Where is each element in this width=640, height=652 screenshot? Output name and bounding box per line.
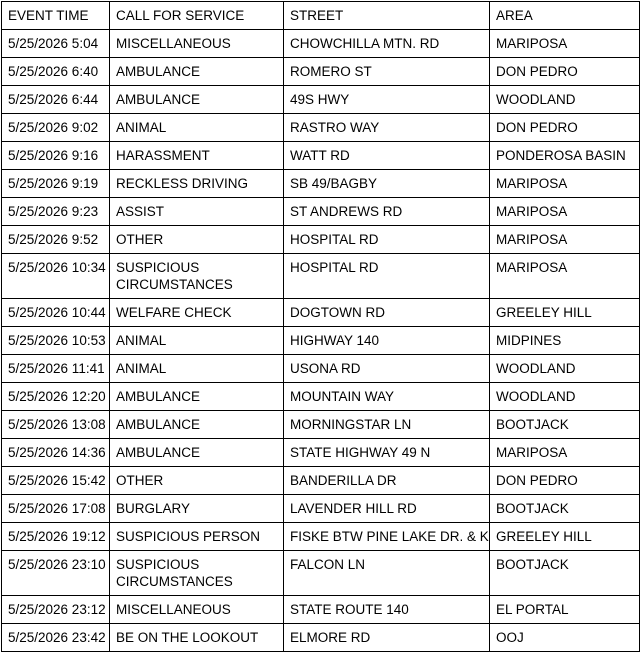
call-type-cell: HARASSMENT	[110, 142, 284, 170]
street-cell: 49S HWY	[284, 86, 490, 114]
table-row	[2, 495, 640, 523]
header-street: STREET	[284, 2, 490, 30]
area-cell: MARIPOSA	[490, 254, 640, 299]
street-cell: MORNINGSTAR LN	[284, 411, 490, 439]
event-time-cell: 5/25/2026 10:44	[2, 299, 110, 327]
call-type-cell: OTHER	[110, 467, 284, 495]
table-header-row	[2, 2, 640, 30]
area-cell: DON PEDRO	[490, 467, 640, 495]
area-cell: GREELEY HILL	[490, 523, 640, 551]
call-type-cell: AMBULANCE	[110, 383, 284, 411]
street-cell: DOGTOWN RD	[284, 299, 490, 327]
area-cell: MARIPOSA	[490, 30, 640, 58]
area-cell: GREELEY HILL	[490, 299, 640, 327]
area-cell: WOODLAND	[490, 383, 640, 411]
call-type-cell: RECKLESS DRIVING	[110, 170, 284, 198]
call-type-cell: SUSPICIOUS CIRCUMSTANCES	[110, 254, 284, 299]
call-type-cell: SUSPICIOUS PERSON	[110, 523, 284, 551]
area-cell: MARIPOSA	[490, 198, 640, 226]
area-cell: BOOTJACK	[490, 495, 640, 523]
area-cell: MIDPINES	[490, 327, 640, 355]
area-cell: DON PEDRO	[490, 114, 640, 142]
header-area: AREA	[490, 2, 640, 30]
area-cell: MARIPOSA	[490, 439, 640, 467]
call-type-cell: ASSIST	[110, 198, 284, 226]
table-row	[2, 226, 640, 254]
street-cell: SB 49/BAGBY	[284, 170, 490, 198]
event-time-cell: 5/25/2026 19:12	[2, 523, 110, 551]
table-row	[2, 467, 640, 495]
table-row	[2, 624, 640, 652]
area-cell: MARIPOSA	[490, 170, 640, 198]
table-row	[2, 596, 640, 624]
call-type-cell: SUSPICIOUS CIRCUMSTANCES	[110, 551, 284, 596]
event-time-cell: 5/25/2026 6:40	[2, 58, 110, 86]
area-cell: BOOTJACK	[490, 411, 640, 439]
table-row	[2, 439, 640, 467]
event-time-cell: 5/25/2026 14:36	[2, 439, 110, 467]
call-type-cell: AMBULANCE	[110, 86, 284, 114]
event-time-cell: 5/25/2026 23:42	[2, 624, 110, 652]
street-cell: WATT RD	[284, 142, 490, 170]
street-cell: STATE ROUTE 140	[284, 596, 490, 624]
call-type-cell: AMBULANCE	[110, 58, 284, 86]
street-cell: HOSPITAL RD	[284, 226, 490, 254]
table-row	[2, 551, 640, 596]
event-time-cell: 5/25/2026 9:23	[2, 198, 110, 226]
street-cell: FISKE BTW PINE LAKE DR. & K	[284, 523, 490, 551]
event-time-cell: 5/25/2026 10:53	[2, 327, 110, 355]
event-time-cell: 5/25/2026 9:19	[2, 170, 110, 198]
street-cell: USONA RD	[284, 355, 490, 383]
street-cell: BANDERILLA DR	[284, 467, 490, 495]
table-row	[2, 299, 640, 327]
event-time-cell: 5/25/2026 23:10	[2, 551, 110, 596]
area-cell: OOJ	[490, 624, 640, 652]
service-call-log-table	[1, 1, 640, 652]
call-type-cell: ANIMAL	[110, 355, 284, 383]
street-cell: RASTRO WAY	[284, 114, 490, 142]
table-row	[2, 86, 640, 114]
event-time-cell: 5/25/2026 15:42	[2, 467, 110, 495]
event-time-cell: 5/25/2026 12:20	[2, 383, 110, 411]
call-type-cell: MISCELLANEOUS	[110, 30, 284, 58]
area-cell: EL PORTAL	[490, 596, 640, 624]
table-row	[2, 355, 640, 383]
event-time-cell: 5/25/2026 9:52	[2, 226, 110, 254]
area-cell: MARIPOSA	[490, 226, 640, 254]
street-cell: ELMORE RD	[284, 624, 490, 652]
header-call-for-service: CALL FOR SERVICE	[110, 2, 284, 30]
event-time-cell: 5/25/2026 10:34	[2, 254, 110, 299]
area-cell: WOODLAND	[490, 355, 640, 383]
table-row	[2, 254, 640, 299]
street-cell: STATE HIGHWAY 49 N	[284, 439, 490, 467]
call-type-cell: AMBULANCE	[110, 439, 284, 467]
table-row	[2, 383, 640, 411]
table-row	[2, 170, 640, 198]
event-time-cell: 5/25/2026 17:08	[2, 495, 110, 523]
call-type-cell: BE ON THE LOOKOUT	[110, 624, 284, 652]
header-event-time: EVENT TIME	[2, 2, 110, 30]
event-time-cell: 5/25/2026 6:44	[2, 86, 110, 114]
street-cell: CHOWCHILLA MTN. RD	[284, 30, 490, 58]
event-time-cell: 5/25/2026 9:02	[2, 114, 110, 142]
street-cell: HIGHWAY 140	[284, 327, 490, 355]
call-type-cell: MISCELLANEOUS	[110, 596, 284, 624]
area-cell: WOODLAND	[490, 86, 640, 114]
event-time-cell: 5/25/2026 11:41	[2, 355, 110, 383]
event-time-cell: 5/25/2026 13:08	[2, 411, 110, 439]
table-row	[2, 30, 640, 58]
call-type-cell: ANIMAL	[110, 327, 284, 355]
area-cell: PONDEROSA BASIN	[490, 142, 640, 170]
table-row	[2, 523, 640, 551]
table-row	[2, 198, 640, 226]
event-time-cell: 5/25/2026 9:16	[2, 142, 110, 170]
area-cell: DON PEDRO	[490, 58, 640, 86]
table-row	[2, 58, 640, 86]
street-cell: MOUNTAIN WAY	[284, 383, 490, 411]
call-type-cell: BURGLARY	[110, 495, 284, 523]
street-cell: ROMERO ST	[284, 58, 490, 86]
table-row	[2, 114, 640, 142]
street-cell: FALCON LN	[284, 551, 490, 596]
event-time-cell: 5/25/2026 23:12	[2, 596, 110, 624]
table-row	[2, 411, 640, 439]
table-row	[2, 327, 640, 355]
street-cell: LAVENDER HILL RD	[284, 495, 490, 523]
event-time-cell: 5/25/2026 5:04	[2, 30, 110, 58]
area-cell: BOOTJACK	[490, 551, 640, 596]
street-cell: HOSPITAL RD	[284, 254, 490, 299]
call-type-cell: WELFARE CHECK	[110, 299, 284, 327]
call-type-cell: AMBULANCE	[110, 411, 284, 439]
call-type-cell: OTHER	[110, 226, 284, 254]
street-cell: ST ANDREWS RD	[284, 198, 490, 226]
call-type-cell: ANIMAL	[110, 114, 284, 142]
table-row	[2, 142, 640, 170]
